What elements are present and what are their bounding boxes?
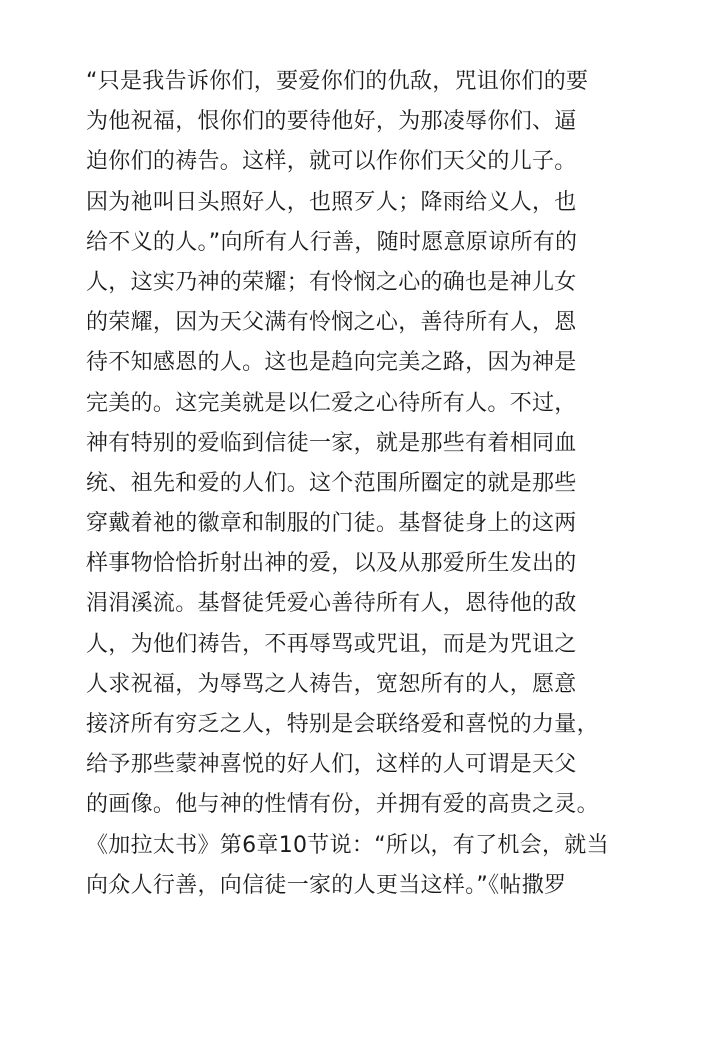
text-line: 给不义的人。”向所有人行善，随时愿意原谅所有的 xyxy=(86,229,578,255)
text-line: 给予那些蒙神喜悦的好人们，这样的人可谓是天父 xyxy=(86,752,577,778)
text-line: 人求祝福，为辱骂之人祷告，宽恕所有的人，愿意 xyxy=(86,671,577,697)
text-line: 完美的。这完美就是以仁爱之心待所有人。不过， xyxy=(86,390,577,416)
text-line: 的画像。他与神的性情有份，并拥有爱的高贵之灵。 xyxy=(86,792,599,818)
text-line: 人，这实乃神的荣耀；有怜悯之心的确也是神儿女 xyxy=(86,269,577,295)
text-line: 向众人行善，向信徒一家的人更当这样。”《帖撒罗 xyxy=(86,872,567,898)
body-text xyxy=(86,62,646,906)
text-line: 为他祝福，恨你们的要待他好，为那凌辱你们、逼 xyxy=(86,109,577,135)
text-line: 迫你们的祷告。这样，就可以作你们天父的儿子。 xyxy=(86,149,577,175)
text-line: 接济所有穷乏之人，特别是会联络爱和喜悦的力量， xyxy=(86,712,599,737)
text-line: 神有特别的爱临到信徒一家，就是那些有着相同血 xyxy=(86,430,577,456)
text-line: 的荣耀，因为天父满有怜悯之心，善待所有人，恩 xyxy=(86,310,577,336)
text-line: 人，为他们祷告，不再辱骂或咒诅，而是为咒诅之 xyxy=(86,631,577,657)
text-line: “只是我告诉你们，要爱你们的仇敌，咒诅你们的要 xyxy=(86,69,589,94)
text-line: 穿戴着祂的徽章和制服的门徒。基督徒身上的这两 xyxy=(86,511,577,537)
text-line: 因为祂叫日头照好人，也照歹人；降雨给义人，也 xyxy=(86,189,577,215)
text-line: 《加拉太书》第6章10节说：“所以，有了机会，就当 xyxy=(86,832,609,858)
text-line: 待不知感恩的人。这也是趋向完美之路，因为神是 xyxy=(86,350,577,376)
text-line: 样事物恰恰折射出神的爱，以及从那爱所生发出的 xyxy=(86,551,577,577)
text-line: 统、祖先和爱的人们。这个范围所圈定的就是那些 xyxy=(86,470,577,496)
text-line: 涓涓溪流。基督徒凭爱心善待所有人，恩待他的敌 xyxy=(86,591,577,617)
